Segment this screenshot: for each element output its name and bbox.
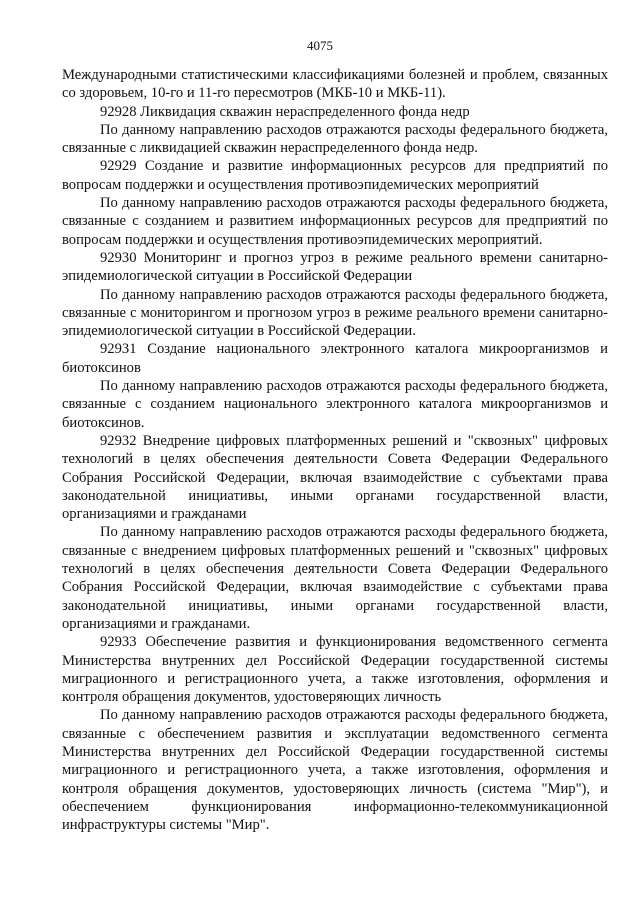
- document-body: [62, 66, 608, 834]
- page-number: 4075: [307, 38, 333, 53]
- section-text-92930: По данному направлению расходов отражаются расходы федерального бюджета, связанные с мониторингом и прогнозом угроз в режиме реального времени санитарно-эпидемиологической ситуации в Российской Федерации.: [62, 286, 608, 340]
- section-heading-92928: 92928 Ликвидация скважин нераспределенного фонда недр: [100, 103, 470, 120]
- section-text-92933: По данному направлению расходов отражаются расходы федерального бюджета, связанные с обеспечением развития и эксплуатации ведомственного сегмента Министерства внутренних дел Российской Федерации государственной системы миграционного и регистрационного учета, а также изготовления, оформления и контроля обращения документов, удостоверяющих личность (система "Мир"), и обеспечением функционирования информационно-телекоммуникационной инфраструктуры системы "Мир".: [62, 707, 608, 834]
- section-text-92928: По данному направлению расходов отражаются расходы федерального бюджета, связанные с ликвидацией скважин нераспределенного фонда недр.: [62, 121, 608, 157]
- section-heading-92929: 92929 Создание и развитие информационных ресурсов для предприятий по вопросам поддержки и осуществления противоэпидемических мероприятий: [62, 158, 608, 193]
- section-heading-92933: 92933 Обеспечение развития и функционирования ведомственного сегмента Министерства внутренних дел Российской Федерации государственной системы миграционного и регистрационного учета, а также изготовления, оформления и контроля обращения документов, удостоверяющих личность: [62, 634, 608, 706]
- paragraph-continuation: Международными статистическими классификациями болезней и проблем, связанных со здоровьем, 10-го и 11-го пересмотров (МКБ-10 и МКБ-11).: [62, 67, 608, 102]
- section-text-92929: По данному направлению расходов отражаются расходы федерального бюджета, связанные с созданием и развитием информационных ресурсов для предприятий по вопросам поддержки и осуществления противоэпидемических мероприятий.: [62, 195, 608, 248]
- section-text-92931: По данному направлению расходов отражаются расходы федерального бюджета, связанные с созданием национального электронного каталога микроорганизмов и биотоксинов.: [62, 378, 608, 431]
- section-heading-92930: 92930 Мониторинг и прогноз угроз в режиме реального времени санитарно-эпидемиологической ситуации в Российской Федерации: [62, 249, 608, 285]
- section-heading-92931: 92931 Создание национального электронного каталога микроорганизмов и биотоксинов: [62, 341, 608, 376]
- section-heading-92932: 92932 Внедрение цифровых платформенных решений и "сквозных" цифровых технологий в целях обеспечения деятельности Совета Федерации Федерального Собрания Российской Федерации, включая взаимодействие с субъектами права законодательной инициативы, иными органами государственной власти, организациями и гражданами: [62, 432, 608, 523]
- section-text-92932: По данному направлению расходов отражаются расходы федерального бюджета, связанные с внедрением цифровых платформенных решений и "сквозных" цифровых технологий в целях обеспечения деятельности Совета Федерации Федерального Собрания Российской Федерации, включая взаимодействие с субъектами права законодательной инициативы, иными органами государственной власти, организациями и гражданами.: [62, 524, 608, 632]
